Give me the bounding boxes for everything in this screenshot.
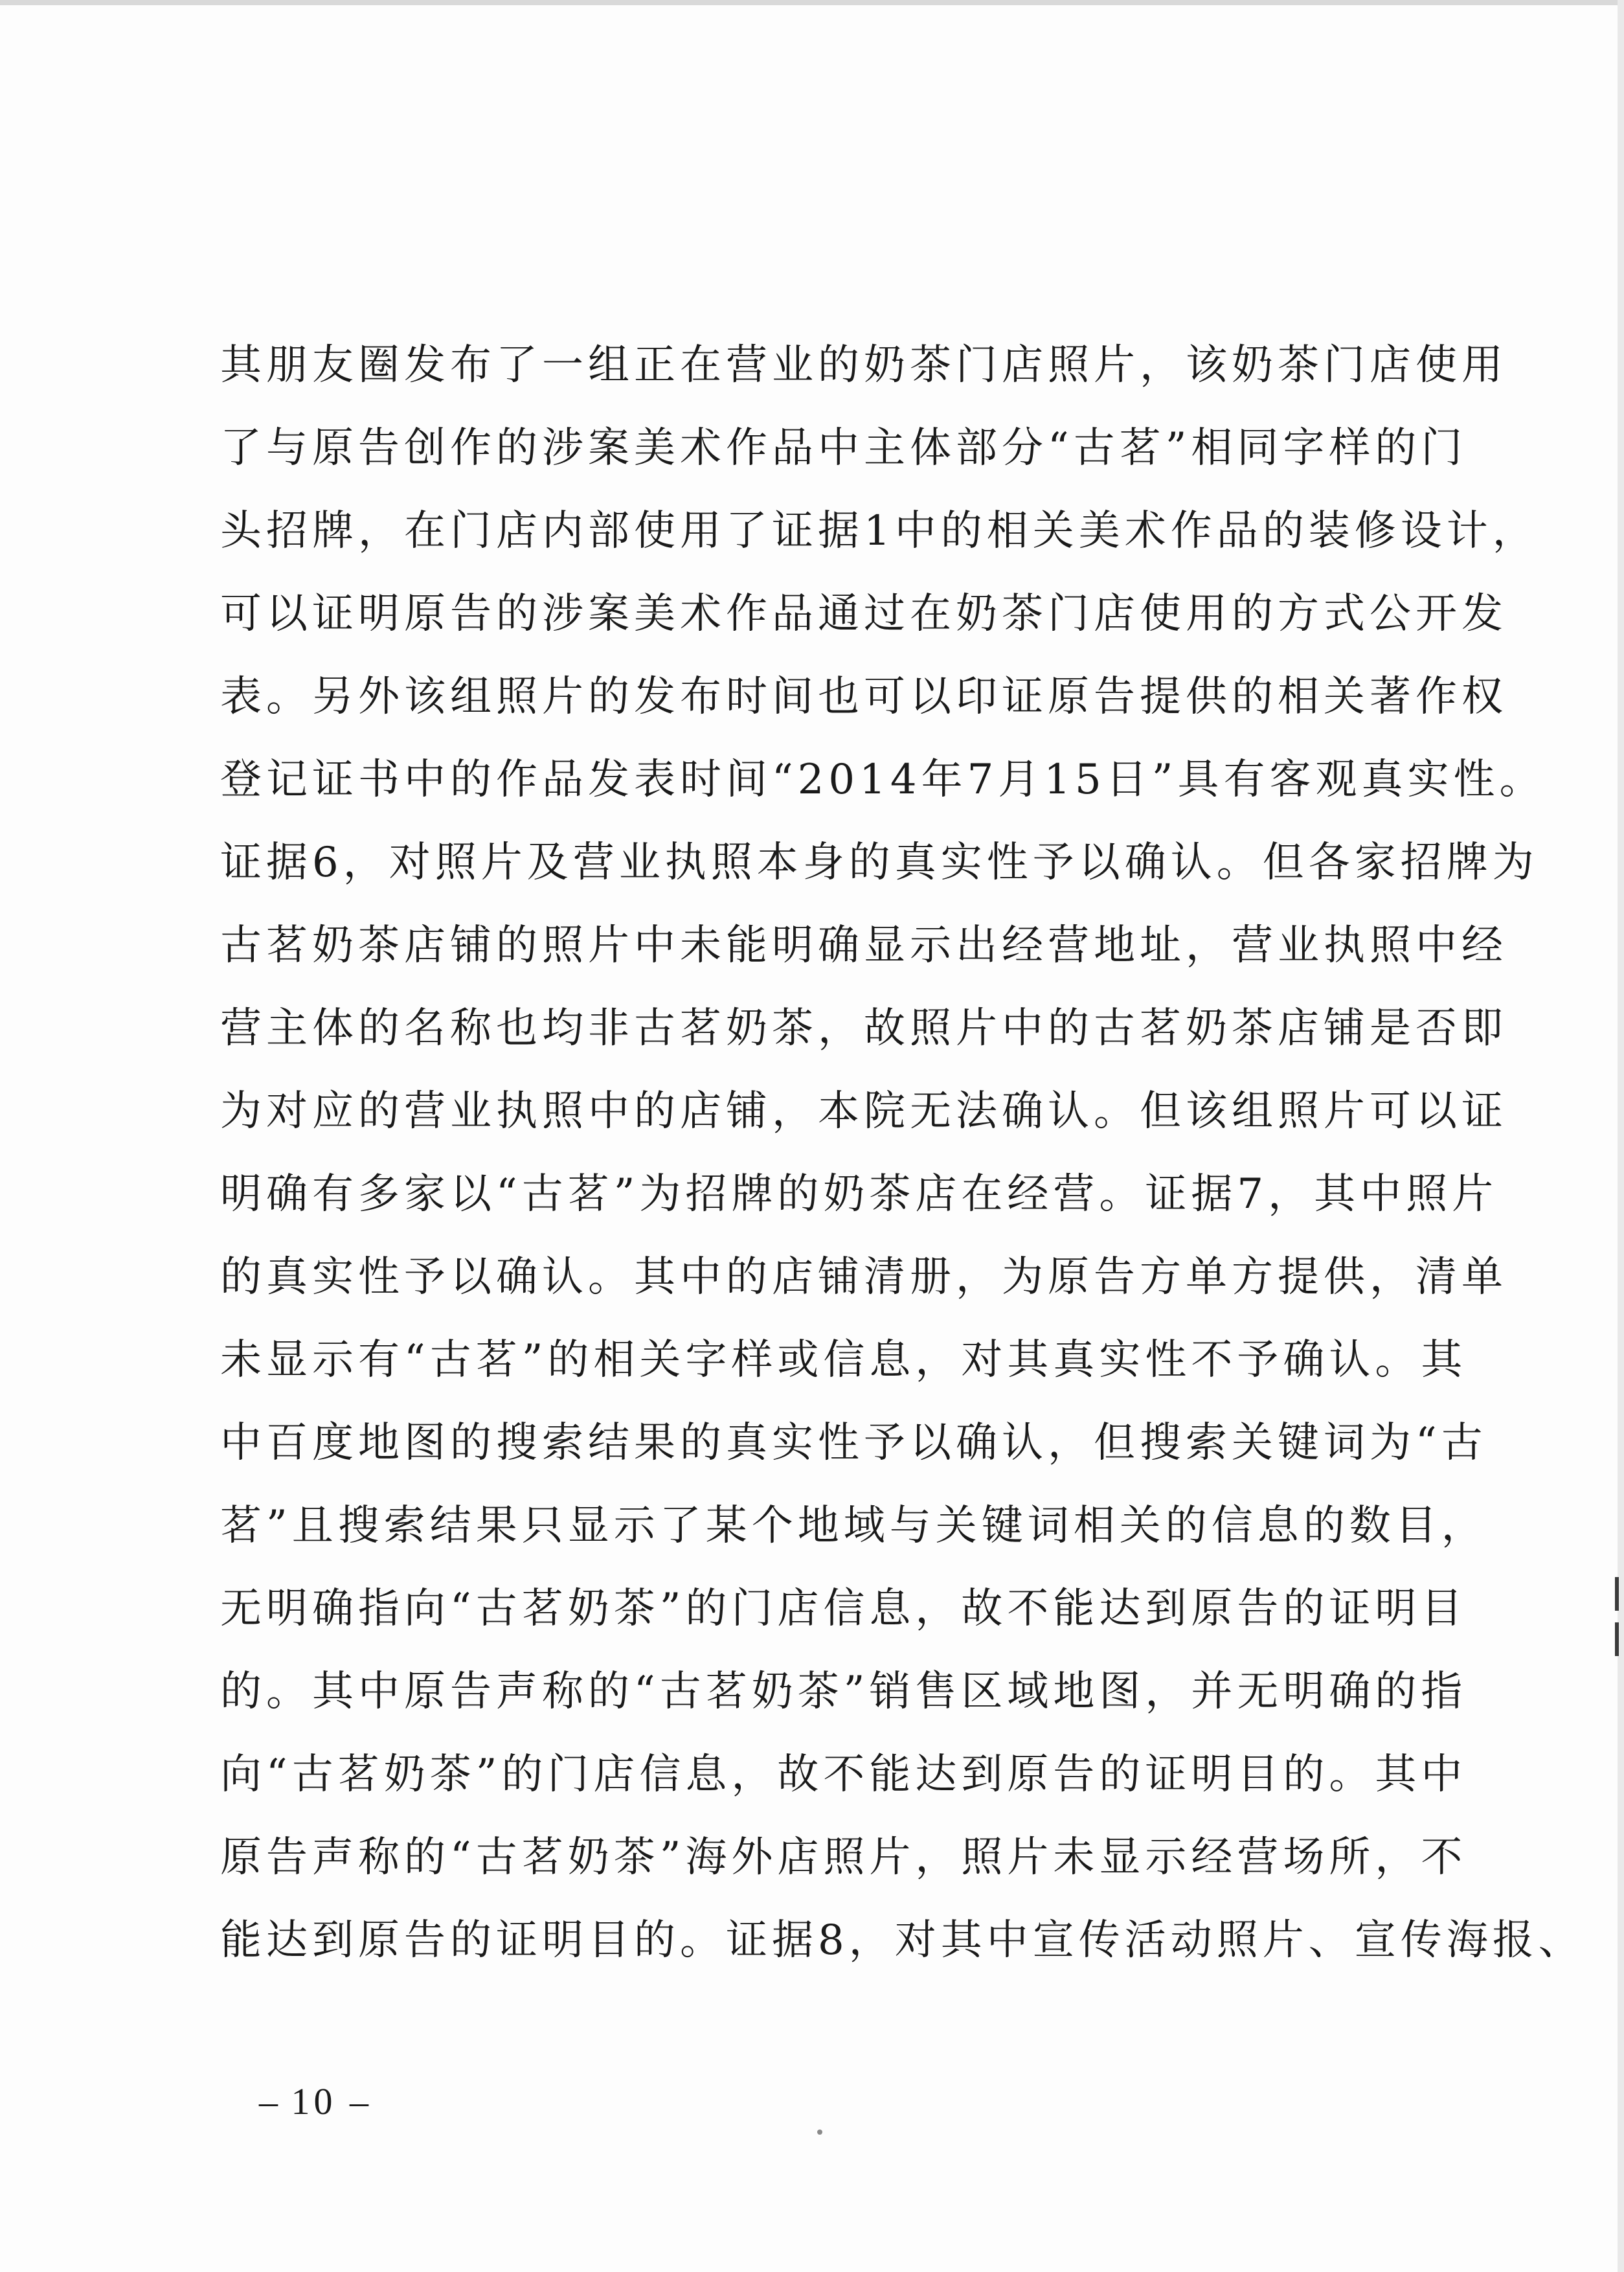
page-footer: [259, 2076, 368, 2128]
text-line-5: 表。另外该组照片的发布时间也可以印证原告提供的相关著作权: [220, 673, 1507, 721]
text-line-6: 登记证书中的作品发表时间“2014年7月15日”具有客观真实性。: [220, 756, 1546, 804]
text-line-10: 为对应的营业执照中的店铺，本院无法确认。但该组照片可以证: [220, 1087, 1507, 1135]
page-number-dash-right: –: [350, 2080, 368, 2122]
scan-top-edge: [0, 0, 1624, 5]
scan-right-edge: [1618, 0, 1624, 2272]
text-line-7: 证据6，对照片及营业执照本身的真实性予以确认。但各家招牌为: [220, 839, 1539, 887]
text-line-17: 的。其中原告声称的“古茗奶茶”销售区域地图，并无明确的指: [220, 1668, 1467, 1716]
text-line-14: 中百度地图的搜索结果的真实性予以确认，但搜索关键词为“古: [220, 1419, 1487, 1467]
text-line-13: 未显示有“古茗”的相关字样或信息，对其真实性不予确认。其: [220, 1336, 1467, 1384]
text-line-2: 了与原告创作的涉案美术作品中主体部分“古茗”相同字样的门: [220, 424, 1467, 472]
text-line-19: 原告声称的“古茗奶茶”海外店照片，照片未显示经营场所，不: [220, 1834, 1467, 1881]
text-line-16: 无明确指向“古茗奶茶”的门店信息，故不能达到原告的证明目: [220, 1585, 1467, 1633]
scan-speck: [817, 2130, 822, 2135]
binding-mark-top: [1615, 1577, 1619, 1611]
text-line-18: 向“古茗奶茶”的门店信息，故不能达到原告的证明目的。其中: [220, 1751, 1467, 1799]
page-number: 10: [291, 2080, 337, 2122]
text-line-15: 茗”且搜索结果只显示了某个地域与关键词相关的信息的数目，: [220, 1502, 1487, 1550]
text-line-9: 营主体的名称也均非古茗奶茶，故照片中的古茗奶茶店铺是否即: [220, 1005, 1507, 1052]
text-line-11: 明确有多家以“古茗”为招牌的奶茶店在经营。证据7，其中照片: [220, 1170, 1498, 1218]
text-line-20: 能达到原告的证明目的。证据8，对其中宣传活动照片、宣传海报、: [220, 1916, 1585, 1964]
binding-mark-bottom: [1615, 1622, 1619, 1656]
text-line-1: 其朋友圈发布了一组正在营业的奶茶门店照片，该奶茶门店使用: [220, 341, 1507, 389]
text-line-8: 古茗奶茶店铺的照片中未能明确显示出经营地址，营业执照中经: [220, 922, 1507, 970]
page-number-dash-left: –: [259, 2080, 278, 2122]
text-line-4: 可以证明原告的涉案美术作品通过在奶茶门店使用的方式公开发: [220, 590, 1507, 638]
text-line-3: 头招牌，在门店内部使用了证据1中的相关美术作品的装修设计，: [220, 507, 1539, 555]
text-line-12: 的真实性予以确认。其中的店铺清册，为原告方单方提供，清单: [220, 1253, 1507, 1301]
